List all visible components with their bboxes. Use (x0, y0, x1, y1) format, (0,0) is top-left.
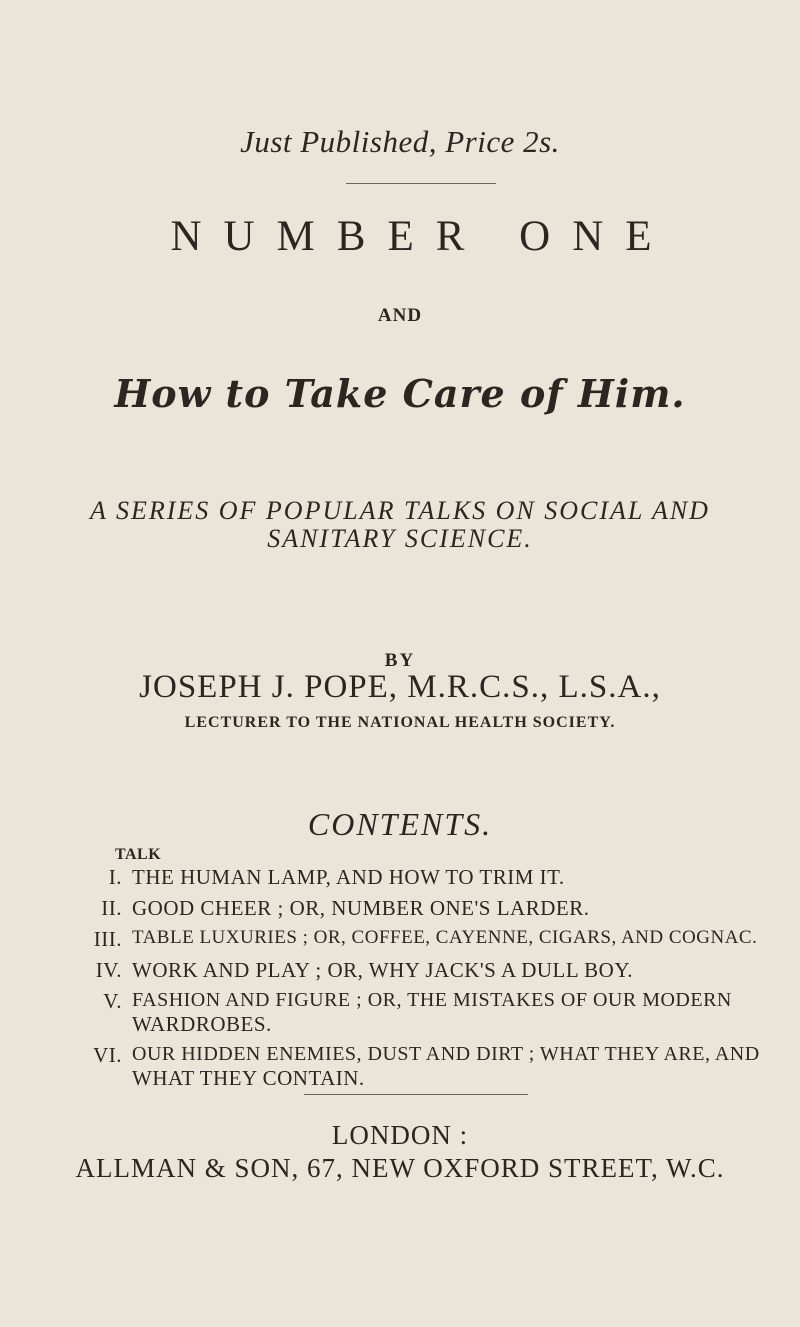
bottom-divider (304, 1094, 528, 1095)
contents-item-number: V. (103, 989, 122, 1013)
contents-item-number: IV. (95, 958, 122, 982)
contents-item-continuation: WARDROBES. (132, 1012, 272, 1036)
by-label: BY (384, 650, 416, 671)
book-subtitle: How to Take Care of Him. (114, 371, 686, 416)
contents-item-number: III. (93, 927, 122, 951)
contents-item-title: OUR HIDDEN ENEMIES, DUST AND DIRT ; WHAT THEY ARE, AND (132, 1043, 760, 1065)
series-line-2: SANITARY SCIENCE. (267, 524, 533, 553)
title-conjunction: AND (377, 305, 423, 326)
contents-item-continuation: WHAT THEY CONTAIN. (132, 1066, 365, 1090)
publisher-city: LONDON : (331, 1120, 469, 1150)
contents-item-title: FASHION AND FIGURE ; OR, THE MISTAKES OF OUR MODERN (132, 989, 732, 1011)
publisher-imprint: ALLMAN & SON, 67, NEW OXFORD STREET, W.C. (75, 1153, 725, 1183)
series-line-1: A SERIES OF POPULAR TALKS ON SOCIAL AND (90, 496, 710, 525)
contents-heading: CONTENTS. (307, 806, 493, 842)
book-title: NUMBER ONE (170, 213, 674, 260)
author-name: JOSEPH J. POPE, M.R.C.S., L.S.A., (139, 669, 661, 705)
contents-item-title: WORK AND PLAY ; OR, WHY JACK'S A DULL BOY. (132, 958, 634, 982)
top-divider (346, 183, 496, 184)
contents-item-number: II. (101, 896, 122, 920)
contents-item-number: I. (108, 865, 122, 889)
contents-item-title: TABLE LUXURIES ; OR, COFFEE, CAYENNE, CIGARS, AND COGNAC. (132, 927, 758, 948)
contents-item-number: VI. (93, 1043, 122, 1067)
author-position: LECTURER TO THE NATIONAL HEALTH SOCIETY. (184, 714, 616, 731)
contents-item-title: THE HUMAN LAMP, AND HOW TO TRIM IT. (132, 865, 565, 889)
talk-label: TALK (115, 846, 162, 863)
publication-notice: Just Published, Price 2s. (240, 124, 560, 159)
contents-item-title: GOOD CHEER ; OR, NUMBER ONE'S LARDER. (132, 896, 590, 920)
